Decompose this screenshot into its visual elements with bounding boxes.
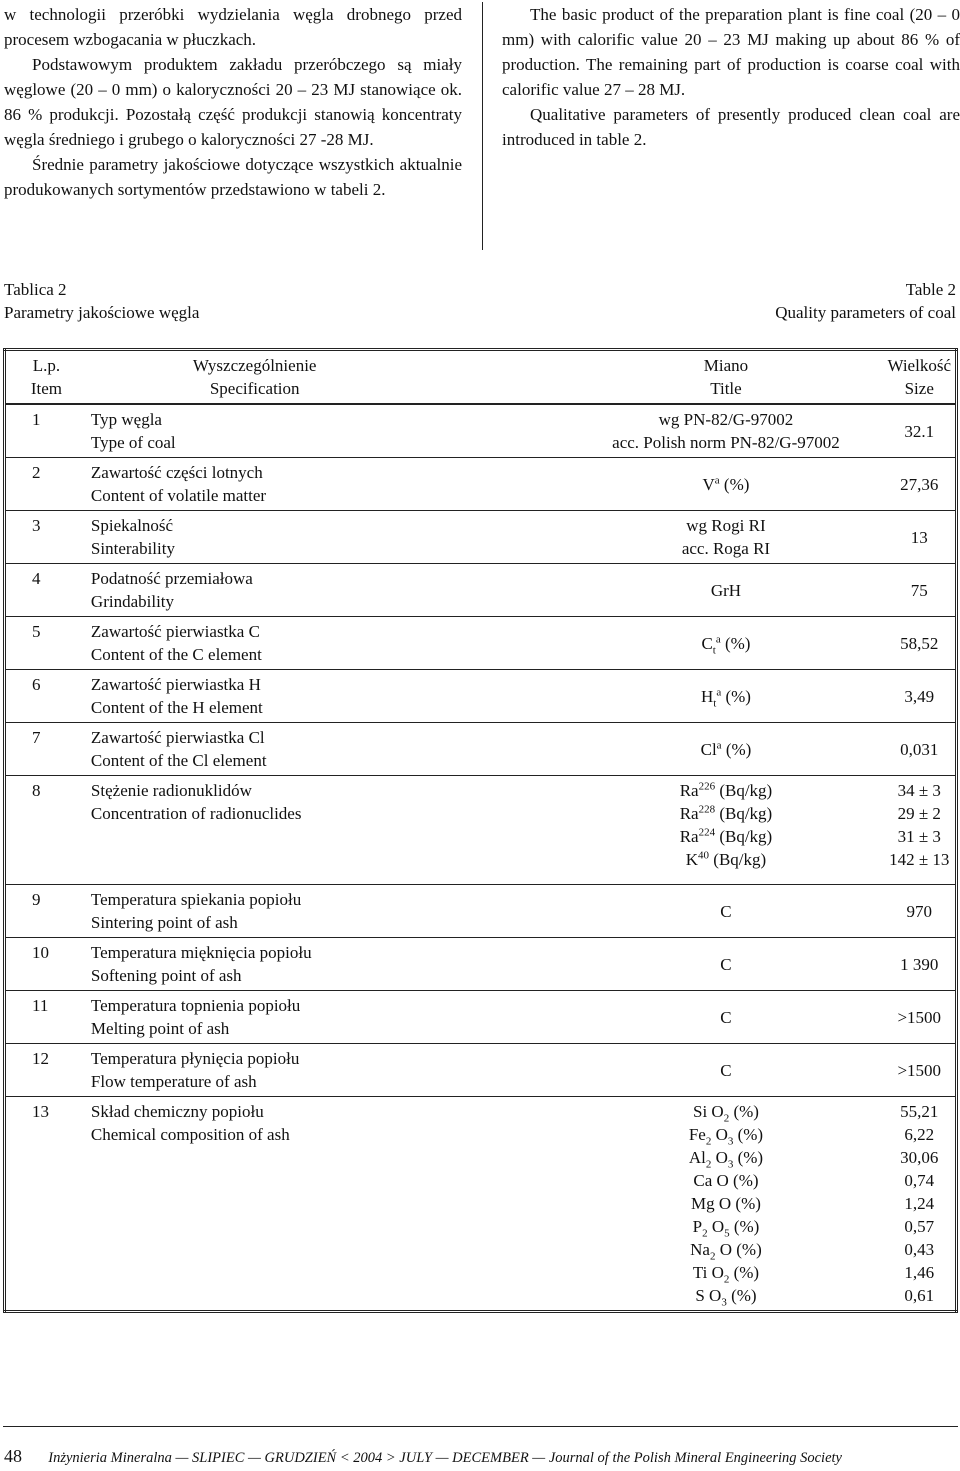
item-number: 5 [32,622,41,641]
paragraph: w technologii przeróbki wydzielania węgla drobnego przed procesem wzbogacania w płuczkach. [4,5,462,49]
table-row [5,938,957,991]
oxide-part: Mg O [691,1194,732,1213]
title-cell [568,938,883,991]
nuclide-element: Ra [679,781,699,800]
oxide-part: O [711,1148,728,1167]
title-symbol: Cl [700,739,717,759]
title-text: C [720,954,732,974]
paragraph: The basic product of the preparation plant is fine coal (20 – 0 mm) with calorific value 20 – 23 MJ making up about 86 % of production. The remaining part of production is coarse coal with calorific value 27 – 28 MJ. [502,5,960,99]
table-label: Tablica 2 [4,280,67,299]
oxide-value: 0,61 [904,1286,935,1305]
title-cell [568,885,883,938]
oxide-subscript: 5 [724,1227,730,1240]
title-cell [568,991,883,1044]
polish-column [4,2,462,202]
header-item: L.p. Item [5,350,87,405]
spec-english: Flow temperature of ash [90,1072,257,1091]
oxide-subscript: 3 [721,1296,727,1309]
specification-cell [87,1097,569,1312]
oxide-unit: (%) [731,1194,761,1213]
specification-cell [87,991,569,1044]
title-subscript: t [713,696,717,709]
oxide-title [572,1284,879,1307]
size-value: >1500 [897,1060,942,1080]
title-text: C [720,1060,732,1080]
nuclide-title [572,802,879,825]
oxide-subscript: 3 [727,1135,734,1148]
title-unit: (%) [721,686,751,706]
nuclide-value: 31 ± 3 [897,827,941,846]
item-number: 2 [32,463,41,482]
paragraph: Qualitative parameters of presently produced clean coal are introduced in table 2. [502,105,960,149]
nuclide-unit: (Bq/kg) [709,850,767,869]
nuclide-title [572,779,879,802]
oxide-part: O [707,1217,725,1236]
oxide-value: 1,46 [904,1263,935,1282]
spec-polish: Temperatura topnienia popiołu [90,996,301,1015]
two-column-text [4,2,960,250]
table-title: Quality parameters of coal [775,303,956,322]
item-number: 10 [32,943,49,962]
spec-english: Sinterability [90,539,175,558]
table-row [5,670,957,723]
spec-polish: Zawartość pierwiastka C [90,622,260,641]
spec-english: Grindability [90,592,175,611]
header-specification: Wyszczególnienie Specification [87,350,569,405]
spec-polish: Stężenie radionuklidów [90,781,252,800]
title-symbol: V [702,474,715,494]
oxide-value: 1,24 [904,1194,935,1213]
size-cell [883,776,956,885]
oxide-subscript: 3 [727,1158,734,1171]
size-cell [883,511,956,564]
table-row [5,776,957,885]
oxide-value: 0,57 [904,1217,935,1236]
spec-english: Softening point of ash [90,966,242,985]
specification-cell [87,885,569,938]
title-cell [568,511,883,564]
table-row [5,617,957,670]
oxide-subscript: 2 [705,1158,712,1171]
oxide-title [572,1261,879,1284]
paragraph: Podstawowym produktem zakładu przeróbczego są miały węglowe (20 – 0 mm) o kaloryczności 20 – 23 MJ stanowiące ok. 86 % produkcji. Pozostałą część produkcji stanowią koncentraty węgla średniego i grubego o kaloryczności 27 -28 MJ. [4,55,462,149]
item-number: 7 [32,728,41,747]
oxide-unit: (%) [726,1286,757,1305]
size-value: 970 [906,901,932,921]
item-number: 12 [32,1049,49,1068]
spec-english: Content of the Cl element [90,751,267,770]
title-text: C [720,1007,732,1027]
oxide-value: 30,06 [900,1148,939,1167]
spec-english: Melting point of ash [90,1019,230,1038]
table-title: Parametry jakościowe węgla [4,303,200,322]
size-cell [883,670,956,723]
oxide-title [572,1123,879,1146]
nuclide-mass: 224 [698,826,716,839]
title-text: wg PN-82/G-97002 [658,410,794,429]
title-unit: (%) [719,474,750,494]
spec-polish: Temperatura spiekania popiołu [90,890,302,909]
nuclide-element: Ra [679,827,699,846]
spec-polish: Zawartość pierwiastka H [90,675,261,694]
title-formula [572,473,879,496]
oxide-value: 0,74 [904,1171,935,1190]
table-row [5,885,957,938]
table-row [5,564,957,617]
page-number: 48 [4,1446,22,1466]
title-cell [568,723,883,776]
oxide-title [572,1169,879,1192]
specification-cell [87,564,569,617]
nuclide-mass: 226 [698,780,716,793]
nuclide-element: Ra [679,804,699,823]
oxide-unit: (%) [733,1125,764,1144]
table-row [5,1044,957,1097]
size-cell [883,617,956,670]
size-value: >1500 [897,1007,942,1027]
spec-english: Concentration of radionuclides [90,804,302,823]
oxide-title [572,1146,879,1169]
journal-line: Inżynieria Mineralna — SLIPIEC — GRUDZIEŃ < 2004 > JULY — DECEMBER — Journal of the Polish Mineral Engineering Society [48,1450,842,1466]
title-superscript: a [716,685,722,698]
item-number: 1 [32,410,41,429]
table-row [5,1097,957,1312]
title-cell [568,670,883,723]
item-number: 13 [32,1102,49,1121]
oxide-subscript: 2 [723,1273,730,1286]
spec-english: Chemical composition of ash [90,1125,290,1144]
oxide-part: Na [690,1240,710,1259]
title-text-english: acc. Polish norm PN-82/G-97002 [612,433,840,452]
oxide-unit: (%) [733,1148,764,1167]
paragraph: Średnie parametry jakościowe dotyczące wszystkich aktualnie produkowanych sortymentów przedstawiono w tabeli 2. [4,155,462,199]
spec-polish: Temperatura płynięcia popiołu [90,1049,300,1068]
english-column [502,2,960,152]
oxide-unit: (%) [729,1263,760,1282]
oxide-title [572,1100,879,1123]
oxide-part: O [715,1240,733,1259]
specification-cell [87,1044,569,1097]
title-subscript: t [712,643,716,656]
spec-english: Sintering point of ash [90,913,238,932]
spec-polish: Spiekalność [90,516,174,535]
table-label: Table 2 [905,280,956,299]
spec-polish: Temperatura mięknięcia popiołu [90,943,312,962]
nuclide-title [572,825,879,848]
oxide-title [572,1192,879,1215]
oxide-unit: (%) [728,1171,759,1190]
nuclide-unit: (Bq/kg) [715,827,773,846]
oxide-subscript: 2 [705,1135,712,1148]
title-superscript: a [716,738,722,751]
title-unit: (%) [721,739,752,759]
item-number: 9 [32,890,41,909]
size-cell [883,1044,956,1097]
size-cell [883,1097,956,1312]
item-number: 6 [32,675,41,694]
title-cell [568,617,883,670]
spec-english: Content of the C element [90,645,262,664]
title-text-english: acc. Roga RI [681,539,771,558]
oxide-subscript: 2 [702,1227,708,1240]
size-cell [883,404,956,458]
spec-english: Content of the H element [90,698,263,717]
title-cell [568,404,883,458]
footer-rule [3,1426,958,1427]
title-superscript: a [715,632,721,645]
specification-cell [87,938,569,991]
title-symbol: H [700,686,714,706]
size-cell [883,885,956,938]
item-number: 4 [32,569,41,588]
title-symbol: C [701,633,713,653]
item-number: 11 [32,996,49,1015]
oxide-part: Fe [688,1125,706,1144]
nuclide-value: 29 ± 2 [897,804,941,823]
specification-cell [87,458,569,511]
spec-polish: Zawartość pierwiastka Cl [90,728,265,747]
oxide-part: O [711,1125,728,1144]
size-value: 0,031 [900,739,939,759]
oxide-value: 6,22 [904,1125,935,1144]
specification-cell [87,776,569,885]
oxide-title [572,1238,879,1261]
size-value: 32.1 [904,421,935,441]
size-cell [883,938,956,991]
oxide-subscript: 2 [723,1112,730,1125]
spec-english: Content of volatile matter [90,486,267,505]
spec-english: Type of coal [90,433,176,452]
oxide-part: Si O [692,1102,724,1121]
oxide-unit: (%) [732,1240,762,1259]
title-formula [572,632,879,655]
nuclide-mass: 228 [698,803,716,816]
title-cell [568,1044,883,1097]
specification-cell [87,617,569,670]
oxide-part: P [692,1217,703,1236]
size-cell [883,564,956,617]
size-value: 1 390 [900,954,939,974]
title-cell [568,458,883,511]
oxide-unit: (%) [729,1102,759,1121]
title-cell [568,776,883,885]
size-cell [883,723,956,776]
item-number: 8 [32,781,41,800]
page-footer [4,1444,956,1471]
item-number: 3 [32,516,41,535]
title-text: C [720,901,732,921]
specification-cell [87,670,569,723]
spec-polish: Zawartość części lotnych [90,463,263,482]
title-superscript: a [714,473,720,486]
header-size: Wielkość Size [883,350,956,405]
oxide-subscript: 2 [709,1250,716,1263]
quality-parameters-table [3,348,958,1313]
title-text: wg Rogi RI [686,516,766,535]
table-header-row [5,350,957,405]
spec-polish: Podatność przemiałowa [90,569,253,588]
nuclide-unit: (Bq/kg) [715,804,773,823]
table-row [5,723,957,776]
size-cell [883,458,956,511]
table-row [5,404,957,458]
specification-cell [87,404,569,458]
oxide-part: Ca O [693,1171,729,1190]
table-caption-polish [4,278,199,324]
size-cell [883,991,956,1044]
oxide-part: Al [688,1148,706,1167]
spec-polish: Skład chemiczny popiołu [90,1102,264,1121]
header-title: Miano Title [568,350,883,405]
specification-cell [87,723,569,776]
title-cell [568,564,883,617]
column-divider [482,2,483,250]
oxide-part: S O [695,1286,722,1305]
nuclide-value: 34 ± 3 [897,781,941,800]
oxide-value: 55,21 [900,1102,939,1121]
table-row [5,991,957,1044]
nuclide-title [572,848,879,871]
size-value: 75 [910,580,928,600]
title-text: GrH [710,580,742,600]
title-formula [572,738,879,761]
title-cell [568,1097,883,1312]
size-value: 13 [910,527,928,547]
size-value: 27,36 [900,474,939,494]
nuclide-mass: 40 [698,849,710,862]
oxide-part: Ti O [692,1263,724,1282]
table-row [5,511,957,564]
size-value: 3,49 [904,686,935,706]
table-caption-english [775,278,956,324]
title-unit: (%) [720,633,751,653]
nuclide-unit: (Bq/kg) [715,781,773,800]
oxide-unit: (%) [729,1217,760,1236]
oxide-title [572,1215,879,1238]
size-value: 58,52 [900,633,939,653]
oxide-value: 0,43 [904,1240,935,1259]
spec-polish: Typ węgla [90,410,162,429]
table-row [5,458,957,511]
nuclide-value: 142 ± 13 [889,850,950,869]
specification-cell [87,511,569,564]
title-formula [572,685,879,708]
nuclide-element: K [685,850,699,869]
